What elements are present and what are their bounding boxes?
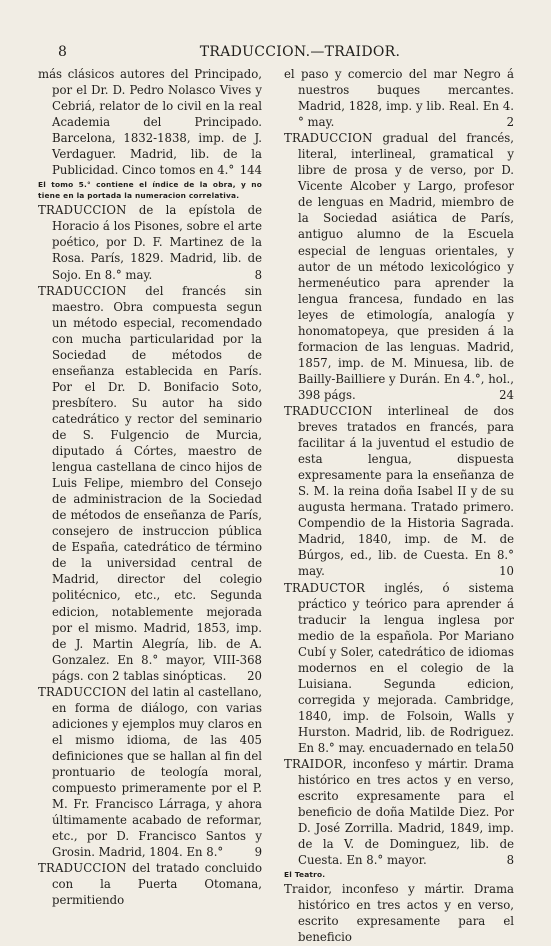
entry-price: 8 (254, 267, 262, 282)
catalog-entry (284, 881, 514, 945)
entry-text: gradual del francés, literal, interlineal, gramatical y libre de prosa y de verso, por D. Vicente Alcober y Largo, profesor de lenguas en Madrid, miembro de la Sociedad asiática de París, antiguo alumno de la Escuela especial de lenguas orientales, y autor de un método lexicológico y hermenéutico para aprender la lengua francesa, fundado en las leyes de etimología, analogía y honomatopeya, que presiden á la formacion de las lenguas. Madrid, 1857, imp. de M. Minuesa, lib. de Bailly-Bailliere y Durán. En 4.°, hol., 398 págs. (298, 131, 514, 402)
left-column (38, 66, 262, 908)
entry-text: inconfeso y mártir. Drama histórico en tres actos y en verso, escrito expresamente para el beneficio (298, 882, 514, 945)
entry-text: más clásicos autores del Principado, por el Dr. D. Pedro Nolasco Vives y Cebriá, relator de lo civil en la real Academia del Principado. Barcelona, 1832-1838, imp. de J. Verdaguer. Madrid, lib. de la Publicidad. Cinco tomos en 4.° (38, 67, 262, 178)
entry-text: de la epístola de Horacio á los Pisones, sobre el arte poético, por D. F. Martinez de la Rosa. París, 1829. Madrid, lib. de Sojo. En 8.° may. (52, 203, 262, 282)
running-title: TRADUCCION.—TRAIDOR. (199, 44, 401, 60)
entry-heading: Traidor, (284, 882, 333, 897)
entry-heading: TRADUCCION (38, 283, 127, 298)
catalog-entry (284, 130, 514, 403)
entry-heading: TRADUCTOR (284, 580, 366, 595)
entry-text: inconfeso y mártir. Drama histórico en tres actos y en verso, escrito expresamente para el beneficio de doña Matilde Diez. Por D. José Zorrilla. Madrid, 1849, imp. de la V. de Dominguez, lib. de Cuesta. En 8.° mayor. (298, 757, 514, 868)
catalog-entry (284, 580, 514, 757)
catalog-entry (284, 756, 514, 868)
entry-text: el paso y comercio del mar Negro á nuestros buques mercantes. Madrid, 1828, imp. y lib. Real. En 4.° may. (284, 67, 514, 130)
entry-price: 2 (506, 115, 514, 130)
running-header (40, 44, 520, 64)
entry-heading: TRADUCCION (38, 684, 127, 699)
catalog-note: El Teatro. (284, 870, 326, 880)
entry-heading: TRADUCCION (38, 861, 127, 876)
entry-price: 50 (499, 740, 514, 755)
catalog-entry-continued (38, 66, 262, 178)
entry-price: 9 (254, 845, 262, 860)
entry-text: del tratado concluido con la Puerta Otomana, permitiendo (52, 861, 262, 908)
entry-price: 8 (506, 853, 514, 868)
catalog-note: El tomo 5.° contiene el índice de la obra, y no tiene en la portada la numeracion correlativa. (38, 180, 262, 201)
entry-heading: TRADUCCION (284, 131, 373, 146)
catalog-entry (38, 684, 262, 861)
right-column (284, 66, 514, 946)
entry-heading: TRADUCCION (38, 203, 127, 218)
catalog-entry (38, 860, 262, 908)
page-number: 8 (58, 44, 68, 60)
entry-text: interlineal de dos breves tratados en francés, para facilitar á la juventud el estudio de esta lengua, dispuesta expresamente para la enseñanza de S. M. la reina doña Isabel II y de su augusta hermana. Tratado primero. Compendio de la Historia Sagrada. Madrid, 1840, imp. de M. de Búrgos, ed., lib. de Cuesta. En 8.° may. (298, 403, 514, 579)
entry-price: 10 (499, 564, 514, 579)
entry-price: 24 (499, 387, 514, 402)
catalog-entry (38, 283, 262, 684)
entry-heading: TRAIDOR, (284, 757, 347, 772)
entry-price: 144 (239, 163, 262, 178)
entry-price: 20 (247, 668, 262, 683)
entry-heading: TRADUCCION (284, 403, 373, 418)
entry-text: inglés, ó sistema práctico y teórico para aprender á traducir la lengua inglesa por medio de la española. Por Mariano Cubí y Soler, catedrático de idiomas modernos en el colegio de la Luisiana. Segunda edicion, corregida y mejorada. Cambridge, 1840, imp. de Folsoin, Walls y Hurston. Madrid, lib. de Rodriguez. En 8.° may. encuadernado en tela. (298, 580, 514, 755)
entry-text: del francés sin maestro. Obra compuesta segun un método especial, recomendado con mucha particularidad por la Sociedad de métodos de enseñanza establecida en París. Por el Dr. D. Bonifacio Soto, presbítero. Su autor ha sido catedrático y rector del seminario de S. Fulgencio de Murcia, diputado á Córtes, maestro de lengua castellana de cinco hijos de Luis Felipe, miembro del Consejo de administracion de la Sociedad de métodos de enseñanza de París, consejero de instruccion pública de España, catedrático de término de la universidad central de Madrid, director del colegio politécnico, etc., etc. Segunda edicion, notablemente mejorada por el mismo. Madrid, 1853, imp. de J. Martin Alegría, lib. de A. Gonzalez. En 8.° mayor, VIII-368 págs. con 2 tablas sinópticas. (52, 283, 262, 683)
entry-text: del latin al castellano, en forma de diálogo, con varias adiciones y ejemplos muy claros en el mismo idioma, de las 405 definiciones que se hallan al fin del prontuario de teología moral, compuesto primeramente por el P. M. Fr. Francisco Lárraga, y ahora últimamente acabado de reformar, etc., por D. Francisco Santos y Grosin. Madrid, 1804. En 8.° (52, 684, 262, 860)
catalog-entry (284, 403, 514, 580)
